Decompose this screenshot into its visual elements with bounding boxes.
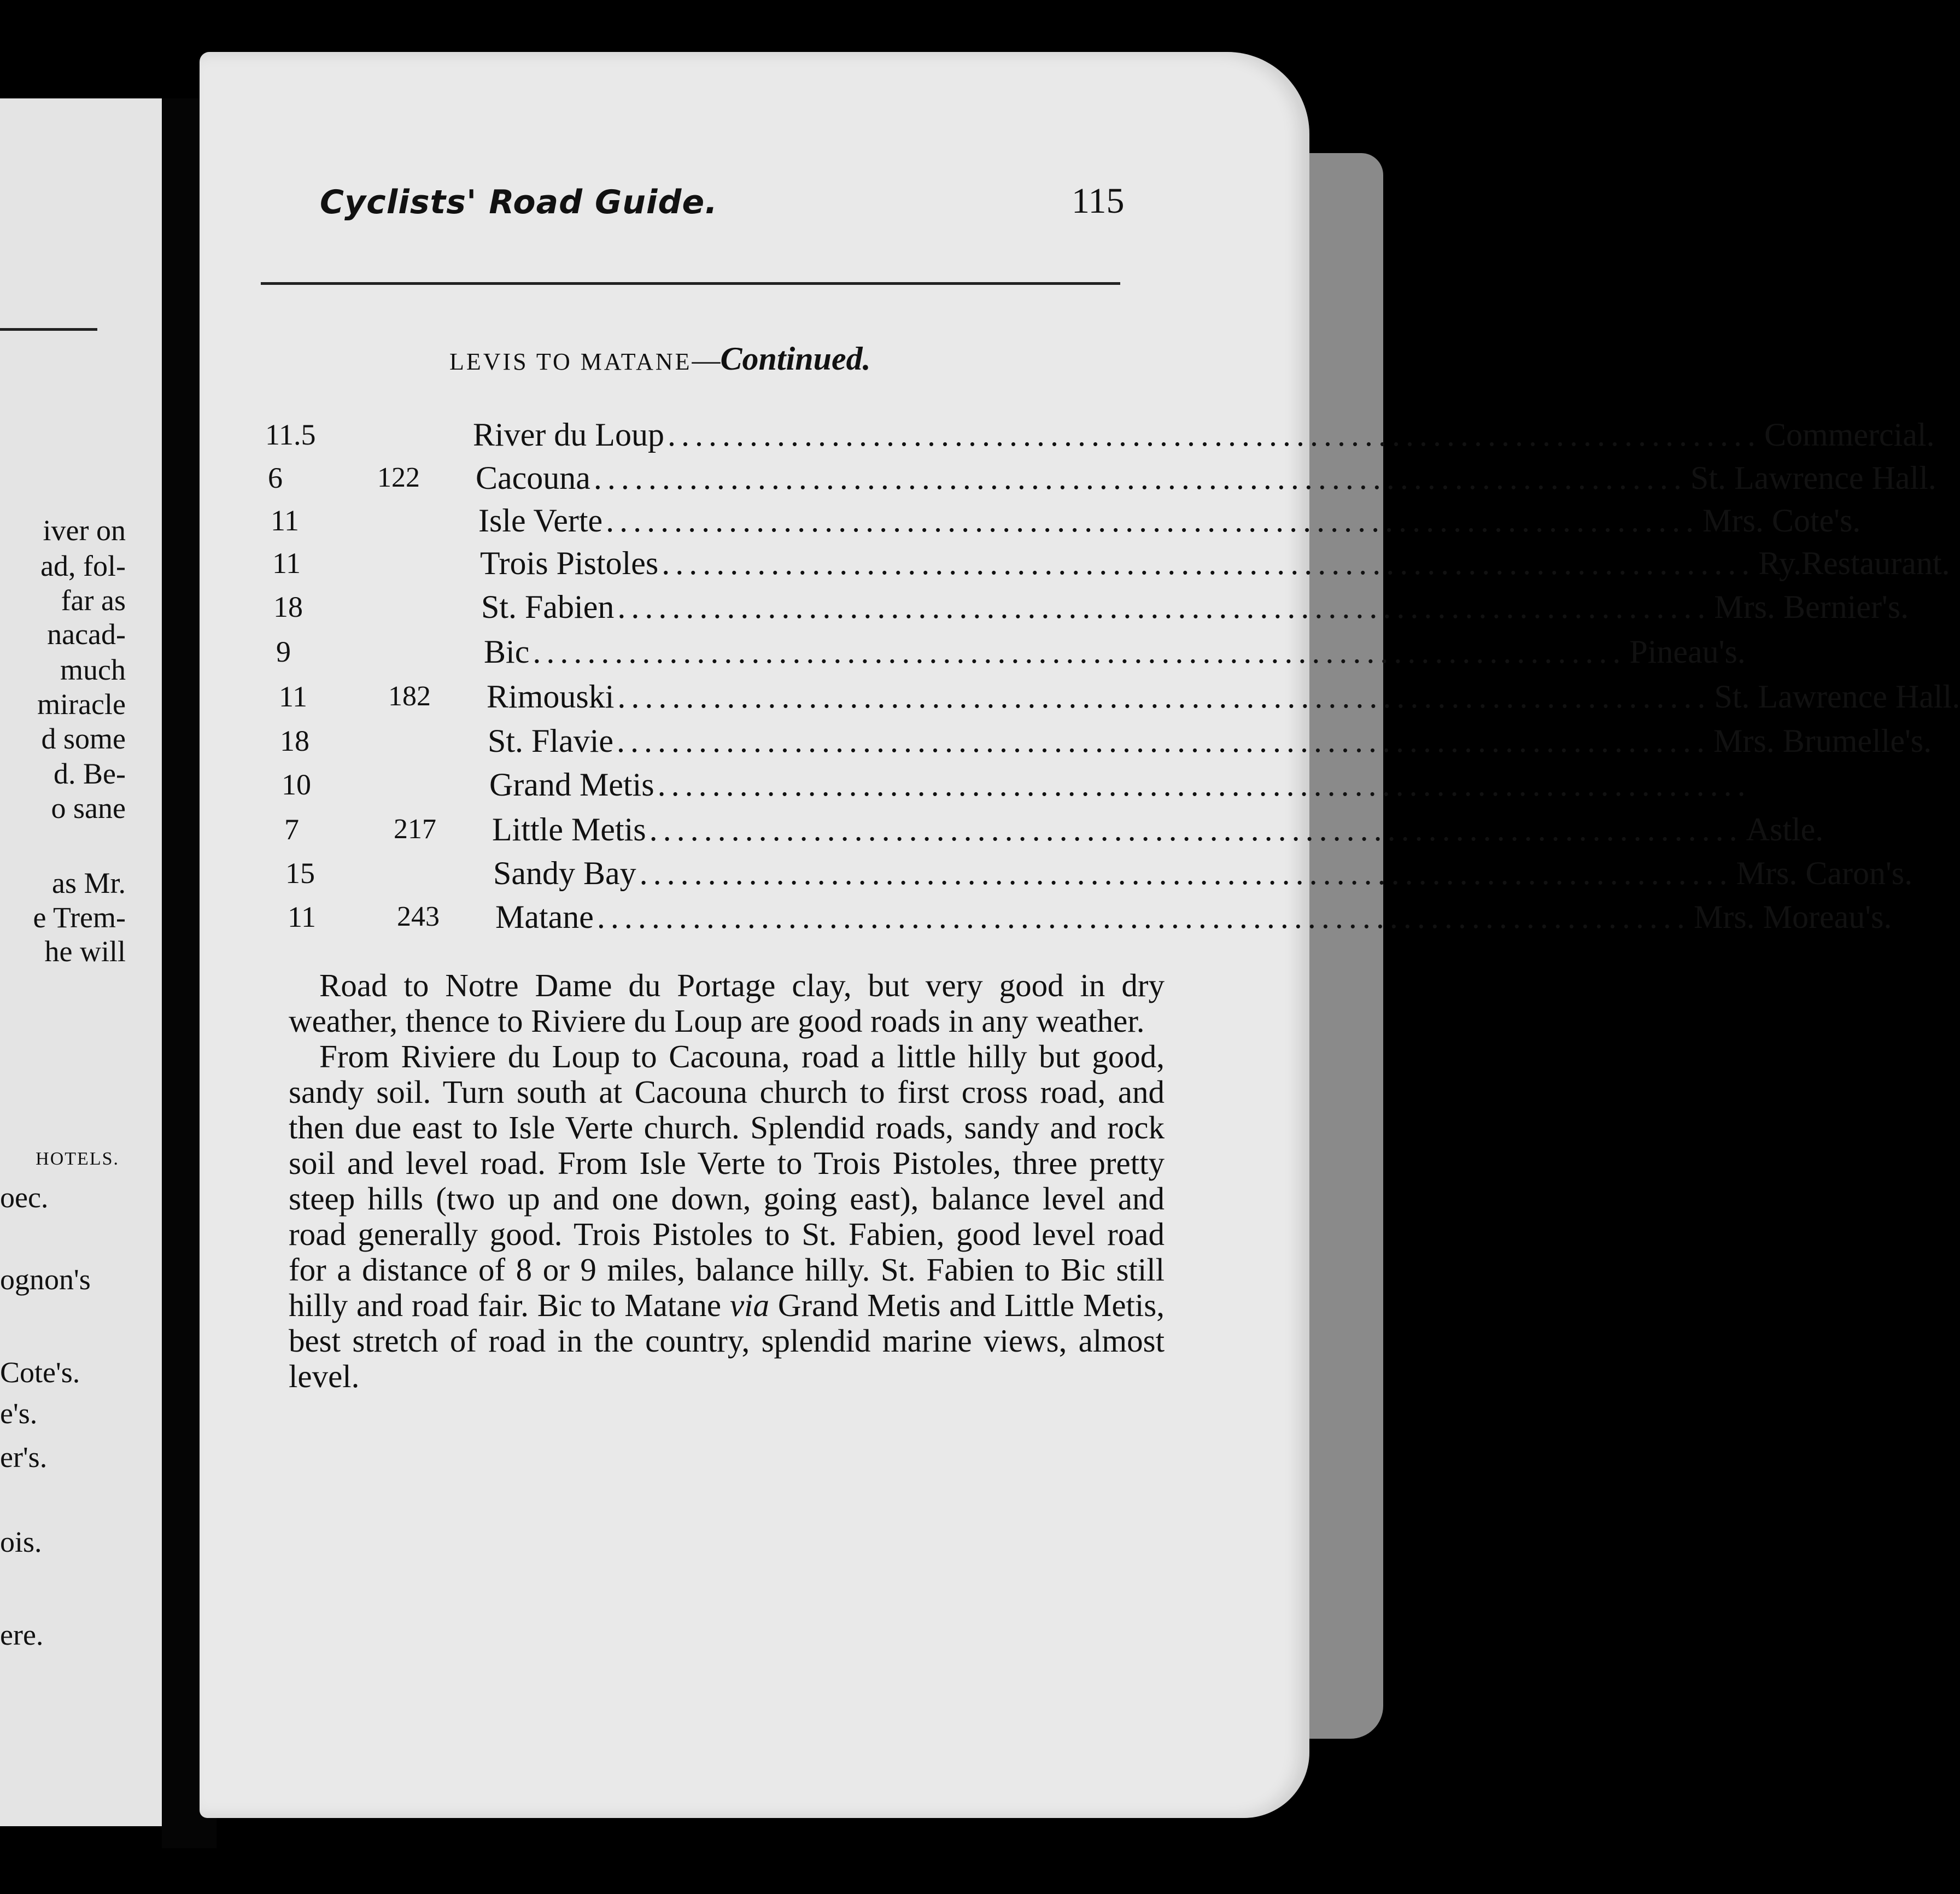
route-stop [489, 764, 1751, 805]
dot-leader: ................................................................................ [617, 723, 1711, 759]
section-title-route: LEVIS TO MATANE [449, 348, 692, 375]
dot-leader: ................................................................................ [617, 589, 1711, 625]
dot-leader: ................................................................................ [662, 545, 1756, 581]
route-hotel: St. Lawrence Hall. [1690, 460, 1936, 496]
route-distance: 11.5 [265, 418, 316, 451]
road-notes-text: From Riviere du Loup to Cacouna, road a little hilly but good, sandy soil. Turn south at Cacouna church to first cross road, and then due east to Isle Verte church. Splendid roads, sandy and rock soil and level road. From Isle Verte to Trois Pistoles, three pretty steep hills (two up and one down, going east), balance level and road generally good. Trois Pistoles to St. Fabien, good level road for a distance of 8 or 9 miles, balance hilly. St. Fabien to Bic still hilly and road fair. Bic to Matane [289, 1038, 1165, 1323]
dot-leader: ................................................................................ [657, 767, 1751, 803]
route-distance: 10 [282, 768, 311, 801]
route-distance: 9 [276, 635, 291, 668]
route-stop [478, 500, 1861, 541]
route-hotel: St. Lawrence Hall. [1714, 679, 1960, 715]
left-page-line: far as [61, 584, 126, 617]
header-rule [261, 282, 1120, 285]
route-place-name: River du Loup [473, 417, 664, 453]
road-notes-text: Grand Metis and Little Metis, best stretch of road in the country, splendid marine views, almost level. [289, 1287, 1165, 1394]
route-cumulative-distance: 243 [397, 901, 440, 932]
left-page-line: miracle [37, 688, 126, 721]
route-cumulative-distance: 217 [394, 814, 436, 845]
route-place-name: St. Flavie [488, 723, 614, 759]
route-distance: 6 [268, 461, 283, 494]
left-page-line: e Trem- [33, 901, 126, 934]
route-hotel: Mrs. Bernier's. [1714, 589, 1909, 625]
left-page-line: he will [44, 935, 126, 968]
left-page-line: much [60, 653, 126, 686]
dot-leader: ................................................................................ [649, 811, 1743, 847]
route-stop [476, 458, 1936, 498]
route-stop [492, 809, 1824, 850]
section-title [449, 340, 871, 378]
dot-leader: ................................................................................ [667, 417, 1761, 453]
dot-leader: ................................................................................ [606, 502, 1700, 539]
route-place-name: Grand Metis [489, 767, 654, 803]
left-page-line: nacad- [47, 618, 126, 651]
page-number: 115 [1072, 181, 1125, 221]
road-notes-via: via [729, 1287, 770, 1323]
route-distance: 7 [284, 813, 299, 846]
left-facing-page [0, 98, 164, 1826]
left-page-line: o sane [51, 792, 126, 825]
route-hotel: Astle. [1746, 811, 1824, 847]
route-hotel: Mrs. Cote's. [1702, 502, 1861, 539]
dot-leader: ................................................................................ [639, 855, 1733, 891]
route-hotel: Mrs. Caron's. [1736, 855, 1913, 891]
route-hotel: Pineau's. [1629, 634, 1746, 670]
route-place-name: Rimouski [487, 679, 615, 715]
left-page-line: as Mr. [52, 867, 126, 899]
route-distance: 18 [273, 591, 303, 623]
route-place-name: Little Metis [492, 811, 646, 847]
route-hotel: Commercial. [1764, 417, 1935, 453]
left-page-hotel-line: e's. [0, 1397, 38, 1430]
road-notes-paragraph: Road to Notre Dame du Portage clay, but very good in dry weather, thence to Riviere du Loup are good roads in any weather. [289, 967, 1165, 1039]
left-page-line: d. Be- [54, 757, 126, 790]
route-distance: 18 [280, 724, 309, 757]
route-distance: 11 [279, 680, 307, 713]
route-stop [473, 414, 1935, 455]
road-notes-paragraph [289, 1039, 1165, 1394]
route-place-name: Sandy Bay [493, 855, 636, 891]
route-stop [484, 632, 1746, 672]
dot-leader: ................................................................................ [596, 899, 1690, 935]
left-page-hotel-line: ois. [0, 1525, 42, 1558]
left-page-rule [0, 328, 97, 331]
route-stop [493, 853, 1913, 893]
route-place-name: Trois Pistoles [480, 545, 659, 581]
route-hotel: Mrs. Moreau's. [1693, 899, 1892, 935]
route-place-name: Matane [495, 899, 594, 935]
left-page-line: iver on [43, 514, 126, 547]
route-hotel: Mrs. Brumelle's. [1713, 723, 1932, 759]
route-place-name: Cacouna [476, 460, 590, 496]
route-stop [481, 587, 1909, 627]
running-title: Cyclists' Road Guide. [320, 183, 718, 221]
route-distance: 11 [271, 504, 299, 537]
left-page-hotel-line: Cote's. [0, 1356, 80, 1389]
route-hotel: Ry.Restaurant. [1758, 545, 1950, 581]
route-distance: 15 [285, 857, 315, 890]
dot-leader: ................................................................................ [617, 679, 1711, 715]
route-stop [487, 676, 1960, 717]
left-page-hotel-line: oec. [0, 1181, 49, 1214]
route-distance: 11 [272, 547, 301, 580]
route-place-name: St. Fabien [481, 589, 615, 625]
left-hotels-heading: HOTELS. [36, 1149, 119, 1169]
section-title-continued: Continued. [720, 341, 871, 377]
route-place-name: Bic [484, 634, 530, 670]
route-place-name: Isle Verte [478, 502, 603, 539]
left-page-line: ad, fol- [40, 550, 126, 582]
left-page-line: d some [41, 722, 126, 755]
route-stop [495, 897, 1892, 937]
left-page-hotel-line: ere. [0, 1618, 44, 1651]
road-notes [289, 968, 1165, 1394]
dot-leader: ................................................................................ [533, 634, 1626, 670]
route-cumulative-distance: 182 [388, 681, 431, 712]
page-stack-edge [1301, 153, 1383, 1739]
route-distance: 11 [288, 901, 316, 933]
dot-leader: ................................................................................ [593, 460, 1687, 496]
section-title-dash: — [692, 345, 721, 376]
route-stop [480, 543, 1950, 583]
route-cumulative-distance: 122 [377, 462, 420, 493]
left-page-hotel-line: ognon's [0, 1263, 91, 1296]
left-page-hotel-line: er's. [0, 1441, 48, 1474]
route-stop [488, 721, 1932, 761]
